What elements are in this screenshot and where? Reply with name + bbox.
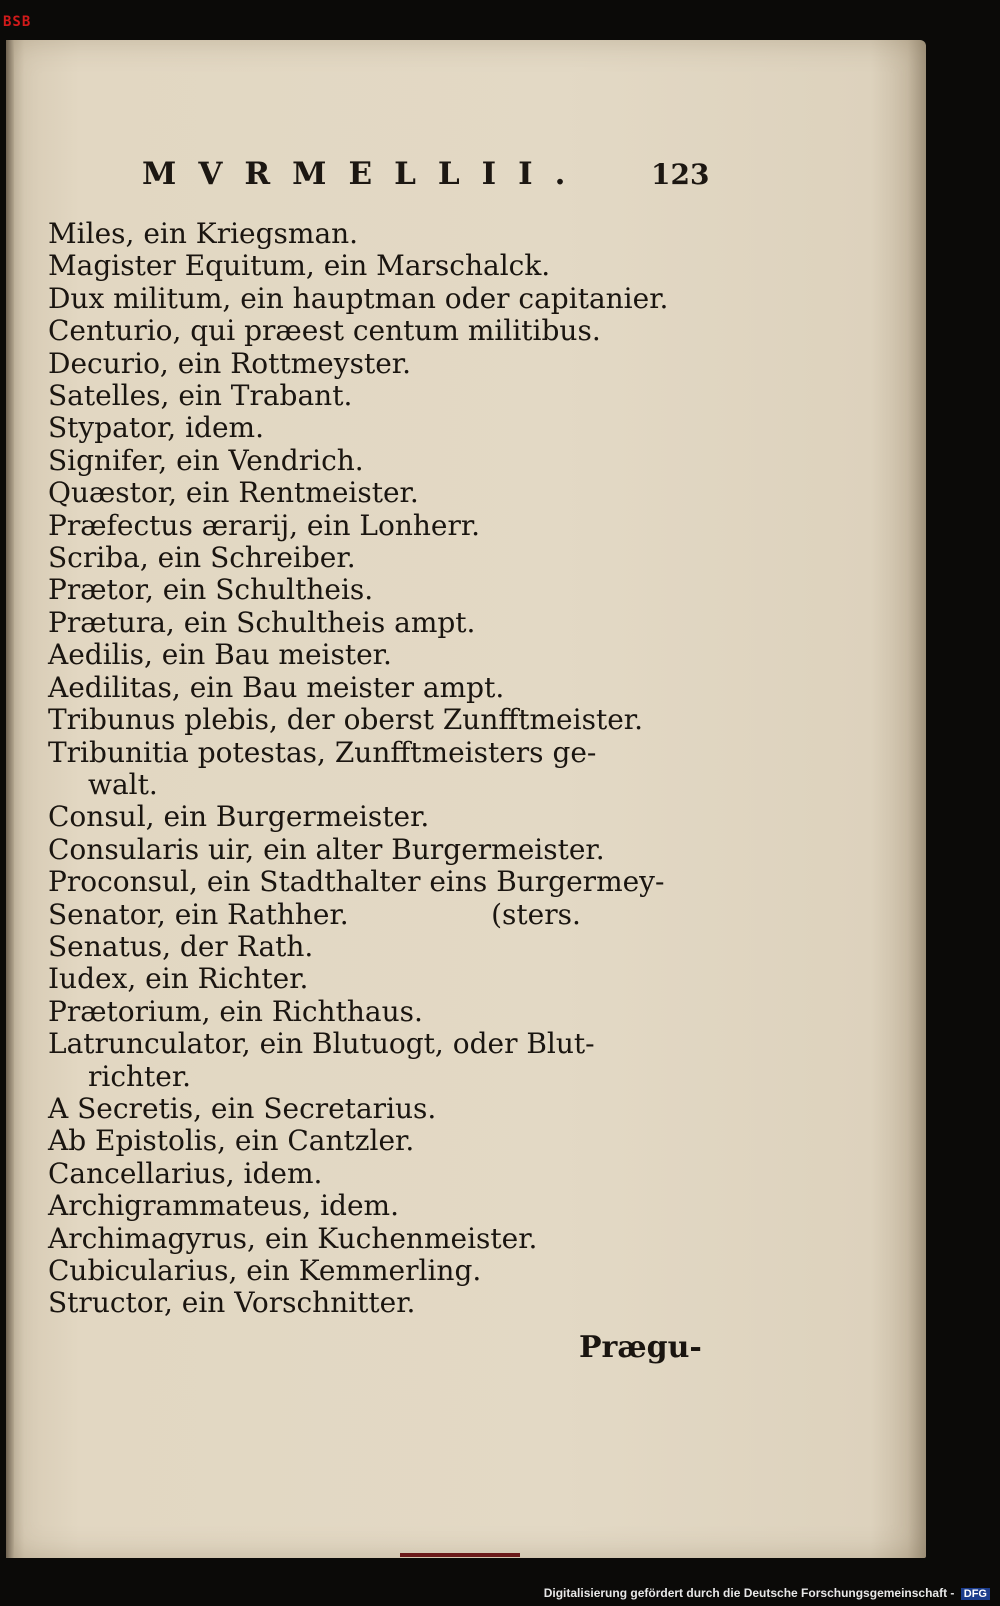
glossary-entry: Cubicularius, ein Kemmerling. (48, 1254, 482, 1287)
catchword: Prægu- (579, 1330, 702, 1365)
library-mark: BSB (3, 14, 32, 30)
glossary-entry: Archigrammateus, idem. (48, 1189, 399, 1223)
page-number: 123 (651, 158, 710, 191)
glossary-entry: Tribunitia potestas, Zunfftmeisters ge- (48, 735, 597, 769)
glossary-entry-continuation: walt. (88, 767, 158, 801)
glossary-entry: Cancellarius, idem. (48, 1156, 323, 1190)
page-header (6, 140, 926, 190)
dfg-logo: DFG (961, 1588, 990, 1600)
glossary-entry: Centurio, qui præest centum militibus. (48, 314, 601, 348)
glossary-entry: Ab Epistolis, ein Cantzler. (48, 1124, 415, 1158)
glossary-entry: Proconsul, ein Stadthalter eins Burgermey- (48, 865, 665, 899)
glossary-entry: Quæstor, ein Rentmeister. (48, 476, 419, 510)
glossary-entry: Magister Equitum, ein Marschalck. (48, 249, 551, 283)
glossary-entry: Consularis uir, ein alter Burgermeister. (48, 832, 605, 866)
glossary-entry: Præfectus ærarij, ein Lonherr. (48, 508, 481, 542)
glossary-entry: Structor, ein Vorschnitter. (48, 1286, 416, 1320)
glossary-entry: Decurio, ein Rottmeyster. (48, 346, 411, 380)
glossary-entry: Consul, ein Burgermeister. (48, 800, 430, 834)
glossary-entry: Iudex, ein Richter. (48, 962, 309, 996)
glossary-entry: Senatus, der Rath. (48, 929, 314, 963)
glossary-entry: Miles, ein Kriegsman. (48, 217, 359, 250)
glossary-entry: Dux militum, ein hauptman oder capitanier. (48, 281, 669, 315)
glossary-entry: Aedilitas, ein Bau meister ampt. (48, 670, 505, 704)
glossary-entry: Archimagyrus, ein Kuchenmeister. (48, 1221, 538, 1255)
binding-mark (400, 1553, 520, 1557)
glossary-entry: Signifer, ein Vendrich. (48, 443, 364, 477)
glossary-entry: A Secretis, ein Secretarius. (48, 1091, 437, 1125)
glossary-entry: Tribunus plebis, der oberst Zunfftmeister. (48, 703, 643, 737)
digitization-credit (544, 1586, 990, 1600)
glossary-entry: Prætura, ein Schultheis ampt. (48, 605, 476, 639)
glossary-entry: Senator, ein Rathher. (sters. (48, 897, 581, 931)
page-gutter (6, 40, 14, 1558)
glossary-entry-continuation: richter. (88, 1059, 192, 1093)
glossary-entry: Latrunculator, ein Blutuogt, oder Blut- (48, 1027, 595, 1061)
glossary-entry: Scriba, ein Schreiber. (48, 541, 356, 575)
glossary-list (48, 218, 688, 1320)
running-head: MVRMELLII. (142, 156, 588, 192)
book-page (6, 40, 926, 1558)
glossary-entry: Aedilis, ein Bau meister. (48, 638, 392, 672)
glossary-entry: Stypator, idem. (48, 411, 264, 445)
credit-text: Digitalisierung gefördert durch die Deutsche Forschungsgemeinschaft - (543, 1586, 955, 1600)
glossary-entry: Prætor, ein Schultheis. (48, 573, 374, 607)
glossary-entry: Satelles, ein Trabant. (48, 379, 353, 413)
glossary-entry: Prætorium, ein Richthaus. (48, 994, 423, 1028)
